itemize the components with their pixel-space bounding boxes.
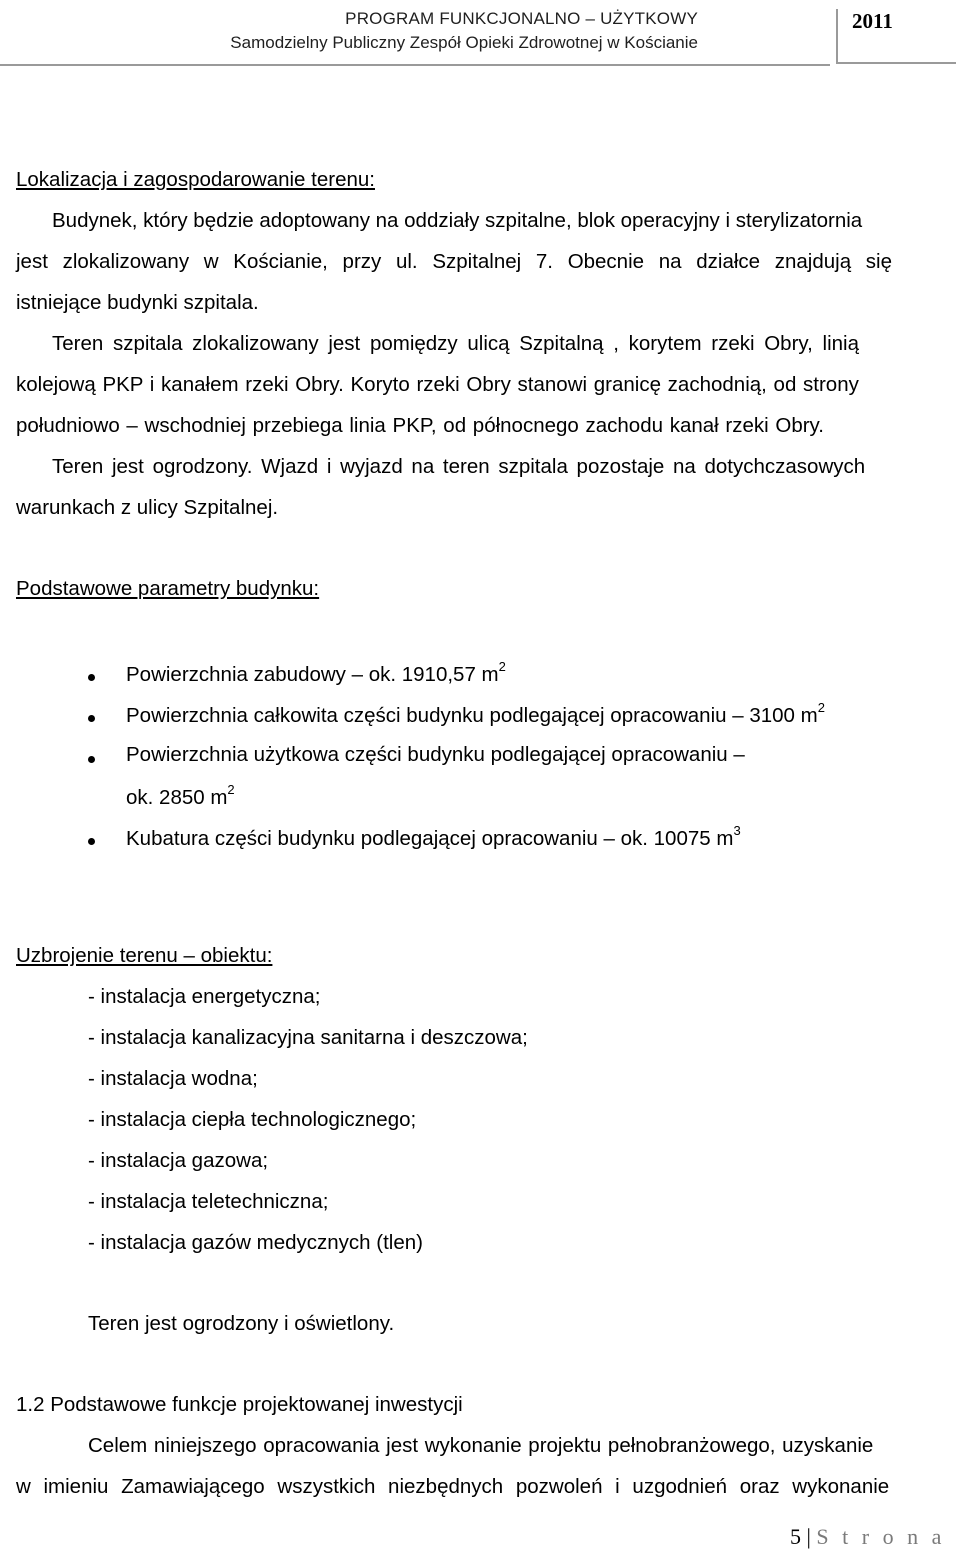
bullet-icon — [88, 715, 95, 722]
line-text: kolejową PKP i kanałem rzeki Obry. Koryto rzeki Obry stanowi granicę zachodnią, od strony — [16, 373, 859, 396]
page-label: S t r o n a — [816, 1524, 946, 1549]
list-item-continuation — [126, 784, 235, 810]
line-text: Teren szpitala zlokalizowany jest pomiędzy ulicą Szpitalną , korytem rzeki Obry, linią — [52, 332, 859, 355]
bullet-label: Powierzchnia zabudowy – ok. 1910,57 m — [126, 662, 499, 686]
page-number: 5 — [790, 1524, 801, 1549]
superscript: 2 — [227, 782, 235, 797]
justified-line — [52, 201, 946, 242]
list-item: - instalacja gazów medycznych (tlen) — [88, 1231, 423, 1254]
header-title: PROGRAM FUNKCJONALNO – UŻYTKOWY — [345, 9, 698, 28]
bullet-label: Powierzchnia użytkowa części budynku podlegającej opracowaniu – — [126, 743, 745, 766]
list-item: - instalacja ciepła technologicznego; — [88, 1108, 417, 1131]
header-box — [0, 0, 830, 66]
header-year: 2011 — [836, 9, 956, 64]
section-heading-utilities: Uzbrojenie terenu – obiektu: — [16, 944, 273, 967]
page-footer — [790, 1524, 945, 1550]
paragraph-line — [52, 324, 960, 365]
paragraph-line — [16, 406, 946, 447]
bullet-label: Powierzchnia całkowita części budynku podlegającej opracowaniu – 3100 m — [126, 703, 818, 727]
section-heading-functions: 1.2 Podstawowe funkcje projektowanej inwestycji — [16, 1393, 463, 1416]
list-item — [126, 661, 506, 687]
bullet-icon — [88, 674, 95, 681]
paragraph-line: istniejące budynki szpitala. — [16, 291, 259, 314]
footer-separator: | — [806, 1524, 811, 1549]
section-heading-location: Lokalizacja i zagospodarowanie terenu: — [16, 168, 375, 191]
list-item — [126, 825, 741, 851]
line-text: w imieniu Zamawiającego wszystkich niezbędnych pozwoleń i uzgodnień oraz wykonanie — [16, 1475, 890, 1498]
closing-sentence: Teren jest ogrodzony i oświetlony. — [88, 1312, 395, 1335]
header-subtitle: Samodzielny Publiczny Zespół Opieki Zdrowotnej w Kościanie — [230, 33, 698, 52]
line-text: Celem niniejszego opracowania jest wykonanie projektu pełnobranżowego, uzyskanie — [88, 1434, 874, 1457]
paragraph-line — [16, 1467, 946, 1508]
page-header — [0, 0, 960, 68]
section-heading-parameters: Podstawowe parametry budynku: — [16, 577, 320, 600]
list-item: - instalacja teletechniczna; — [88, 1190, 329, 1213]
bullet-label: ok. 2850 m — [126, 785, 228, 809]
bullet-icon — [88, 838, 95, 845]
superscript: 3 — [733, 823, 741, 838]
line-text: Teren jest ogrodzony. Wjazd i wyjazd na teren szpitala pozostaje na dotychczasowych — [52, 455, 866, 478]
superscript: 2 — [498, 659, 506, 674]
bullet-icon — [88, 756, 95, 763]
line-text: Budynek, który będzie adoptowany na oddziały szpitalne, blok operacyjny i sterylizatornia — [52, 209, 863, 232]
bullet-label: Kubatura części budynku podlegającej opracowaniu – ok. 10075 m — [126, 826, 734, 850]
paragraph-line — [16, 365, 946, 406]
list-item — [126, 702, 825, 728]
list-item: - instalacja kanalizacyjna sanitarna i deszczowa; — [88, 1026, 528, 1049]
superscript: 2 — [817, 700, 825, 715]
paragraph-line: warunkach z ulicy Szpitalnej. — [16, 496, 279, 519]
list-item — [126, 743, 745, 767]
list-item: - instalacja gazowa; — [88, 1149, 269, 1172]
paragraph-line — [16, 242, 946, 283]
paragraph-line — [88, 1426, 960, 1467]
list-item: - instalacja wodna; — [88, 1067, 258, 1090]
line-text: jest zlokalizowany w Kościanie, przy ul. Szpitalnej 7. Obecnie na działce znajdują się — [16, 250, 893, 273]
paragraph-line — [52, 201, 946, 242]
list-item: - instalacja energetyczna; — [88, 985, 321, 1008]
line-text: południowo – wschodniej przebiega linia PKP, od północnego zachodu kanał rzeki Obry. — [16, 414, 824, 437]
paragraph-line — [52, 447, 960, 488]
